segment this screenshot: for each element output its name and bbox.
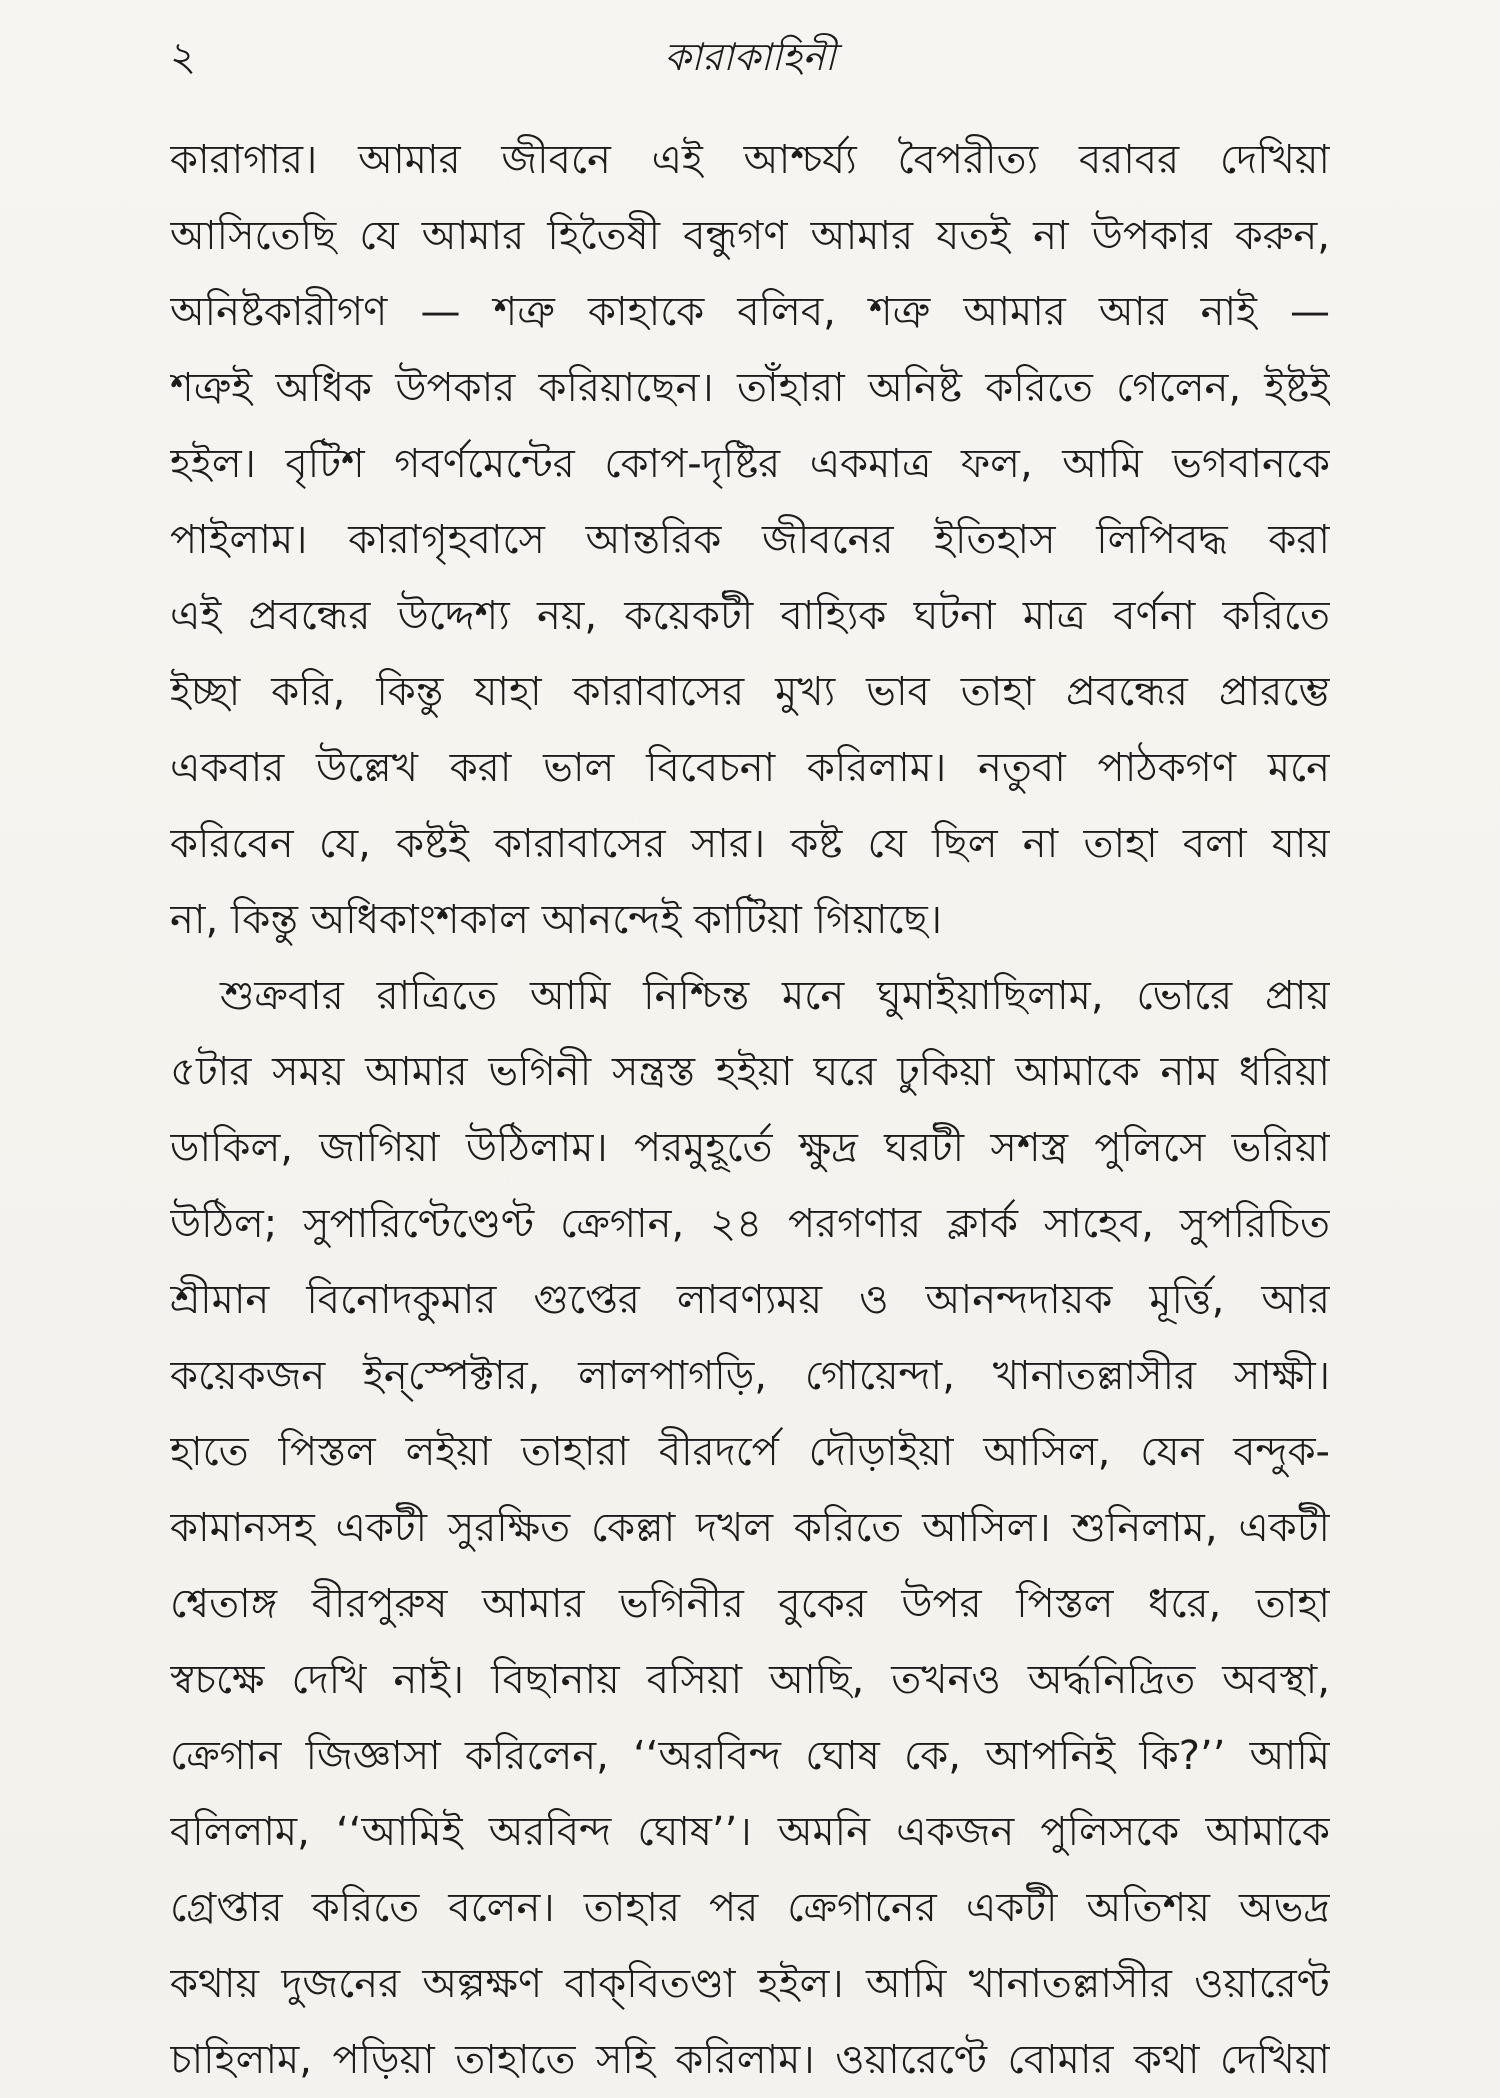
page-number: ২ [170,34,197,80]
text-line: শুক্রবার রাত্রিতে আমি নিশ্চিন্ত মনে ঘুমাইয়াছিলাম, ভোরে প্রায় [220,973,1330,1019]
text-line: এই প্রবন্ধের উদ্দেশ্য নয়, কয়েকটী বাহ্যিক ঘটনা মাত্র বর্ণনা করিতে [170,593,1330,639]
text-line: কামানসহ একটী সুরক্ষিত কেল্লা দখল করিতে আসিল। শুনিলাম, একটী [170,1505,1330,1551]
text-line: ডাকিল, জাগিয়া উঠিলাম। পরমুহূর্তে ক্ষুদ্র ঘরটী সশস্ত্র পুলিসে ভরিয়া [170,1125,1330,1171]
text-line: হইল। বৃটিশ গবর্ণমেন্টের কোপ-দৃষ্টির একমাত্র ফল, আমি ভগবানকে [170,441,1330,487]
text-line: ৫টার সময় আমার ভগিনী সন্ত্রস্ত হইয়া ঘরে ঢুকিয়া আমাকে নাম ধরিয়া [170,1049,1330,1095]
running-head [170,22,1330,92]
text-line: কয়েকজন ইন্‌স্পেক্টার, লালপাগড়ি, গোয়েন্দা, খানাতল্লাসীর সাক্ষী। [170,1353,1330,1399]
paragraph-1 [170,122,1330,958]
text-line: ইচ্ছা করি, কিন্তু যাহা কারাবাসের মুখ্য ভাব তাহা প্রবন্ধের প্রারম্ভে [170,669,1330,715]
text-line: আসিতেছি যে আমার হিতৈষী বন্ধুগণ আমার যতই না উপকার করুন, [170,213,1330,259]
text-line: ক্রেগান জিজ্ঞাসা করিলেন, ‘‘অরবিন্দ ঘোষ কে, আপনিই কি?’’ আমি [170,1733,1330,1779]
text-line: অনিষ্টকারীগণ — শত্রু কাহাকে বলিব, শত্রু আমার আর নাই — [170,289,1330,335]
text-line: করিবেন যে, কষ্টই কারাবাসের সার। কষ্ট যে ছিল না তাহা বলা যায় [170,821,1330,867]
text-line: চাহিলাম, পড়িয়া তাহাতে সহি করিলাম। ওয়ারেণ্টে বোমার কথা দেখিয়া [170,2037,1330,2083]
body-text [170,122,1330,2098]
text-line: উঠিল; সুপারিণ্টেণ্ডেণ্ট ক্রেগান, ২৪ পরগণার ক্লার্ক সাহেব, সুপরিচিত [170,1201,1330,1247]
text-line: শত্রুই অধিক উপকার করিয়াছেন। তাঁহারা অনিষ্ট করিতে গেলেন, ইষ্টই [170,365,1330,411]
text-line: স্বচক্ষে দেখি নাই। বিছানায় বসিয়া আছি, তখনও অর্দ্ধনিদ্রিত অবস্থা, [170,1657,1330,1703]
paragraph-2 [170,958,1330,2098]
text-line: কথায় দুজনের অল্পক্ষণ বাক্‌বিতণ্ডা হইল। আমি খানাতল্লাসীর ওয়ারেণ্ট [170,1961,1330,2007]
text-line: কারাগার। আমার জীবনে এই আশ্চর্য্য বৈপরীত্য বরাবর দেখিয়া [170,137,1330,183]
text-line: শ্বেতাঙ্গ বীরপুরুষ আমার ভগিনীর বুকের উপর পিস্তল ধরে, তাহা [170,1581,1330,1627]
text-line: একবার উল্লেখ করা ভাল বিবেচনা করিলাম। নতুবা পাঠকগণ মনে [170,745,1330,791]
text-line: হাতে পিস্তল লইয়া তাহারা বীরদর্পে দৌড়াইয়া আসিল, যেন বন্দুক- [170,1429,1330,1475]
text-line: বলিলাম, ‘‘আমিই অরবিন্দ ঘোষ’’। অমনি একজন পুলিসকে আমাকে [170,1809,1330,1855]
book-title: কারাকাহিনী [664,35,836,79]
text-line: পাইলাম। কারাগৃহবাসে আন্তরিক জীবনের ইতিহাস লিপিবদ্ধ করা [170,517,1330,563]
text-line: শ্রীমান বিনোদকুমার গুপ্তের লাবণ্যময় ও আনন্দদায়ক মূর্ত্তি, আর [170,1277,1330,1323]
text-line: না, কিন্তু অধিকাংশকাল আনন্দেই কাটিয়া গিয়াছে। [170,897,943,943]
text-line: গ্রেপ্তার করিতে বলেন। তাহার পর ক্রেগানের একটী অতিশয় অভদ্র [170,1885,1330,1931]
